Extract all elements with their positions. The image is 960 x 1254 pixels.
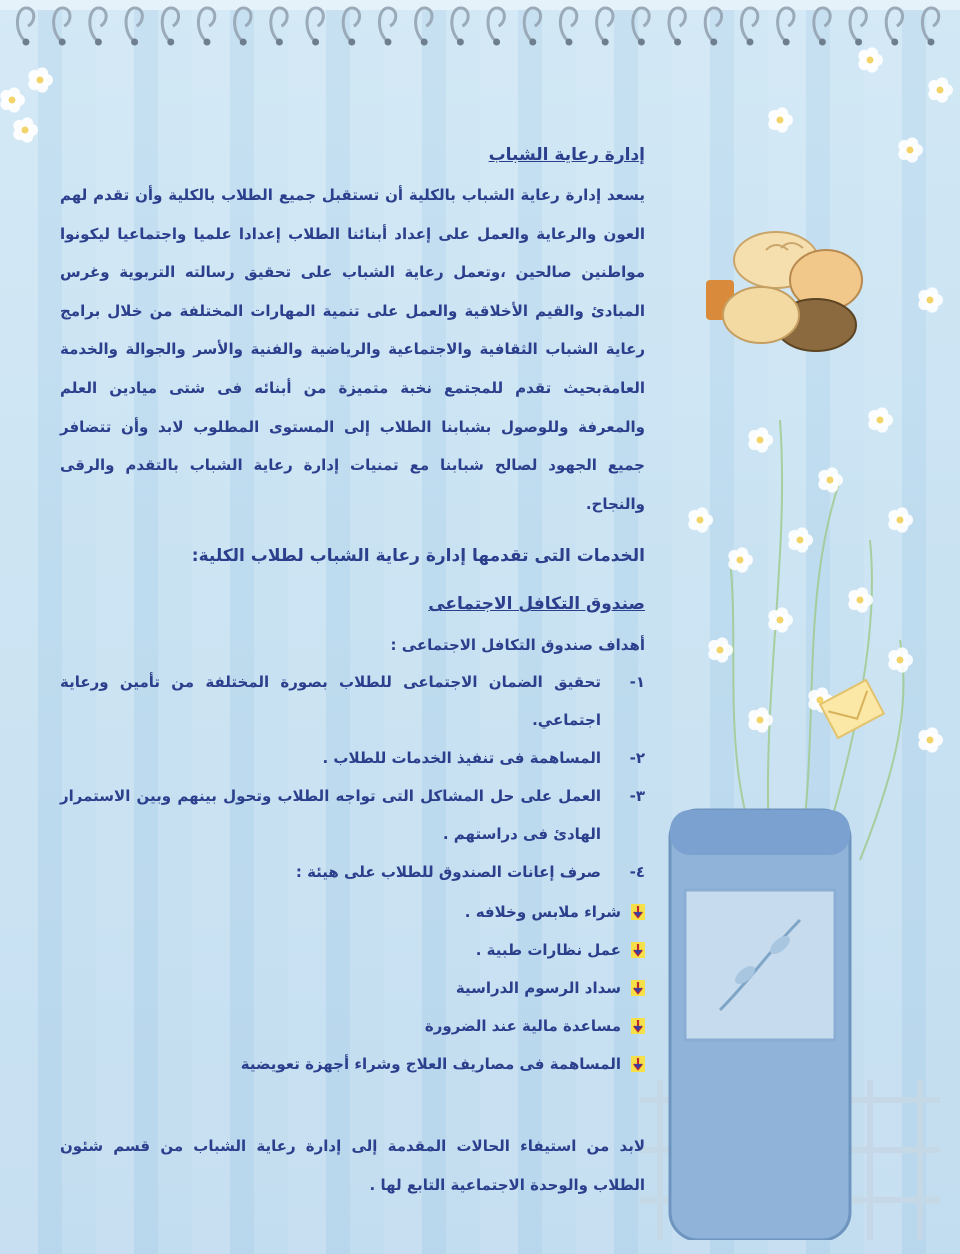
list-item xyxy=(60,893,645,931)
services-heading: الخدمات التى تقدمها إدارة رعاية الشباب لطلاب الكلية: xyxy=(191,546,645,567)
goal-number: ١- xyxy=(629,673,645,692)
arrow-down-icon xyxy=(631,1018,645,1034)
aid-list xyxy=(60,893,645,1083)
goal-number: ٤- xyxy=(629,863,645,882)
goal-text: المساهمة فى تنفيذ الخدمات للطلاب . xyxy=(322,749,601,768)
vase-illustration xyxy=(640,780,940,1240)
goal-item xyxy=(60,663,645,739)
list-item xyxy=(60,1007,645,1045)
document-content xyxy=(60,140,645,1205)
aid-item-text: سداد الرسوم الدراسية xyxy=(455,979,621,998)
intro-paragraph: يسعد إدارة رعاية الشباب بالكلية أن تستقبل جميع الطلاب بالكلية وأن تقدم لهم العون والرعاية والعمل على إعداد أبنائنا الطلاب إعدادا علميا واجتماعيا ليكونوا مواطنين صالحين ،وتعمل رعاية الشباب على تحقيق رسالته التربوية وغرس المبادئ والقيم الأخلاقية والعمل على تنمية المهارات المختلفة من خلال برامج رعاية الشباب الثقافية والاجتماعية والرياضية والفنية والأسر والجوالة والخدمة العامةبحيث تقدم للمجتمع نخبة متميزة من أبنائه فى شتى ميادين العلم والمعرفة وللوصول بشبابنا الطلاب إلى المستوى المطلوب لابد وأن تتضافر جميع الجهود لصالح شبابنا مع تمنيات إدارة رعاية الشباب بالتقدم والرقى والنجاح. xyxy=(60,186,645,513)
aid-item-text: المساهمة فى مصاريف العلاج وشراء أجهزة تعويضية xyxy=(240,1055,621,1074)
list-item xyxy=(60,1045,645,1083)
aid-item-text: عمل نظارات طبية . xyxy=(475,941,621,960)
closing-paragraph: لابد من استيفاء الحالات المقدمة إلى إدارة رعاية الشباب من قسم شئون الطلاب والوحدة الاجتماعية التابع لها . xyxy=(60,1137,645,1194)
arrow-down-icon xyxy=(631,904,645,920)
goal-number: ٣- xyxy=(629,787,645,806)
arrow-down-icon xyxy=(631,942,645,958)
goal-number: ٢- xyxy=(629,749,645,768)
list-item xyxy=(60,969,645,1007)
list-item xyxy=(60,931,645,969)
goal-item xyxy=(60,853,645,891)
goals-list xyxy=(60,663,645,891)
arrow-down-icon xyxy=(631,980,645,996)
goal-text: العمل على حل المشاكل التى تواجه الطلاب وتحول بينهم وبين الاستمرار الهادئ فى دراستهم . xyxy=(60,787,601,844)
aid-item-text: مساعدة مالية عند الضرورة xyxy=(424,1017,621,1036)
joined-hands-icon xyxy=(706,220,876,355)
goal-text: صرف إعانات الصندوق للطلاب على هيئة : xyxy=(295,863,601,882)
goal-item xyxy=(60,739,645,777)
arrow-down-icon xyxy=(631,1056,645,1072)
goal-item xyxy=(60,777,645,853)
goal-text: تحقيق الضمان الاجتماعى للطلاب بصورة المختلفة من تأمين ورعاية اجتماعي. xyxy=(60,673,601,730)
fund-heading: صندوق التكافل الاجتماعى xyxy=(428,594,645,615)
page-title: إدارة رعاية الشباب xyxy=(488,145,645,165)
aid-item-text: شراء ملابس وخلافه . xyxy=(464,903,621,922)
goals-heading: أهداف صندوق التكافل الاجتماعى : xyxy=(390,636,645,655)
